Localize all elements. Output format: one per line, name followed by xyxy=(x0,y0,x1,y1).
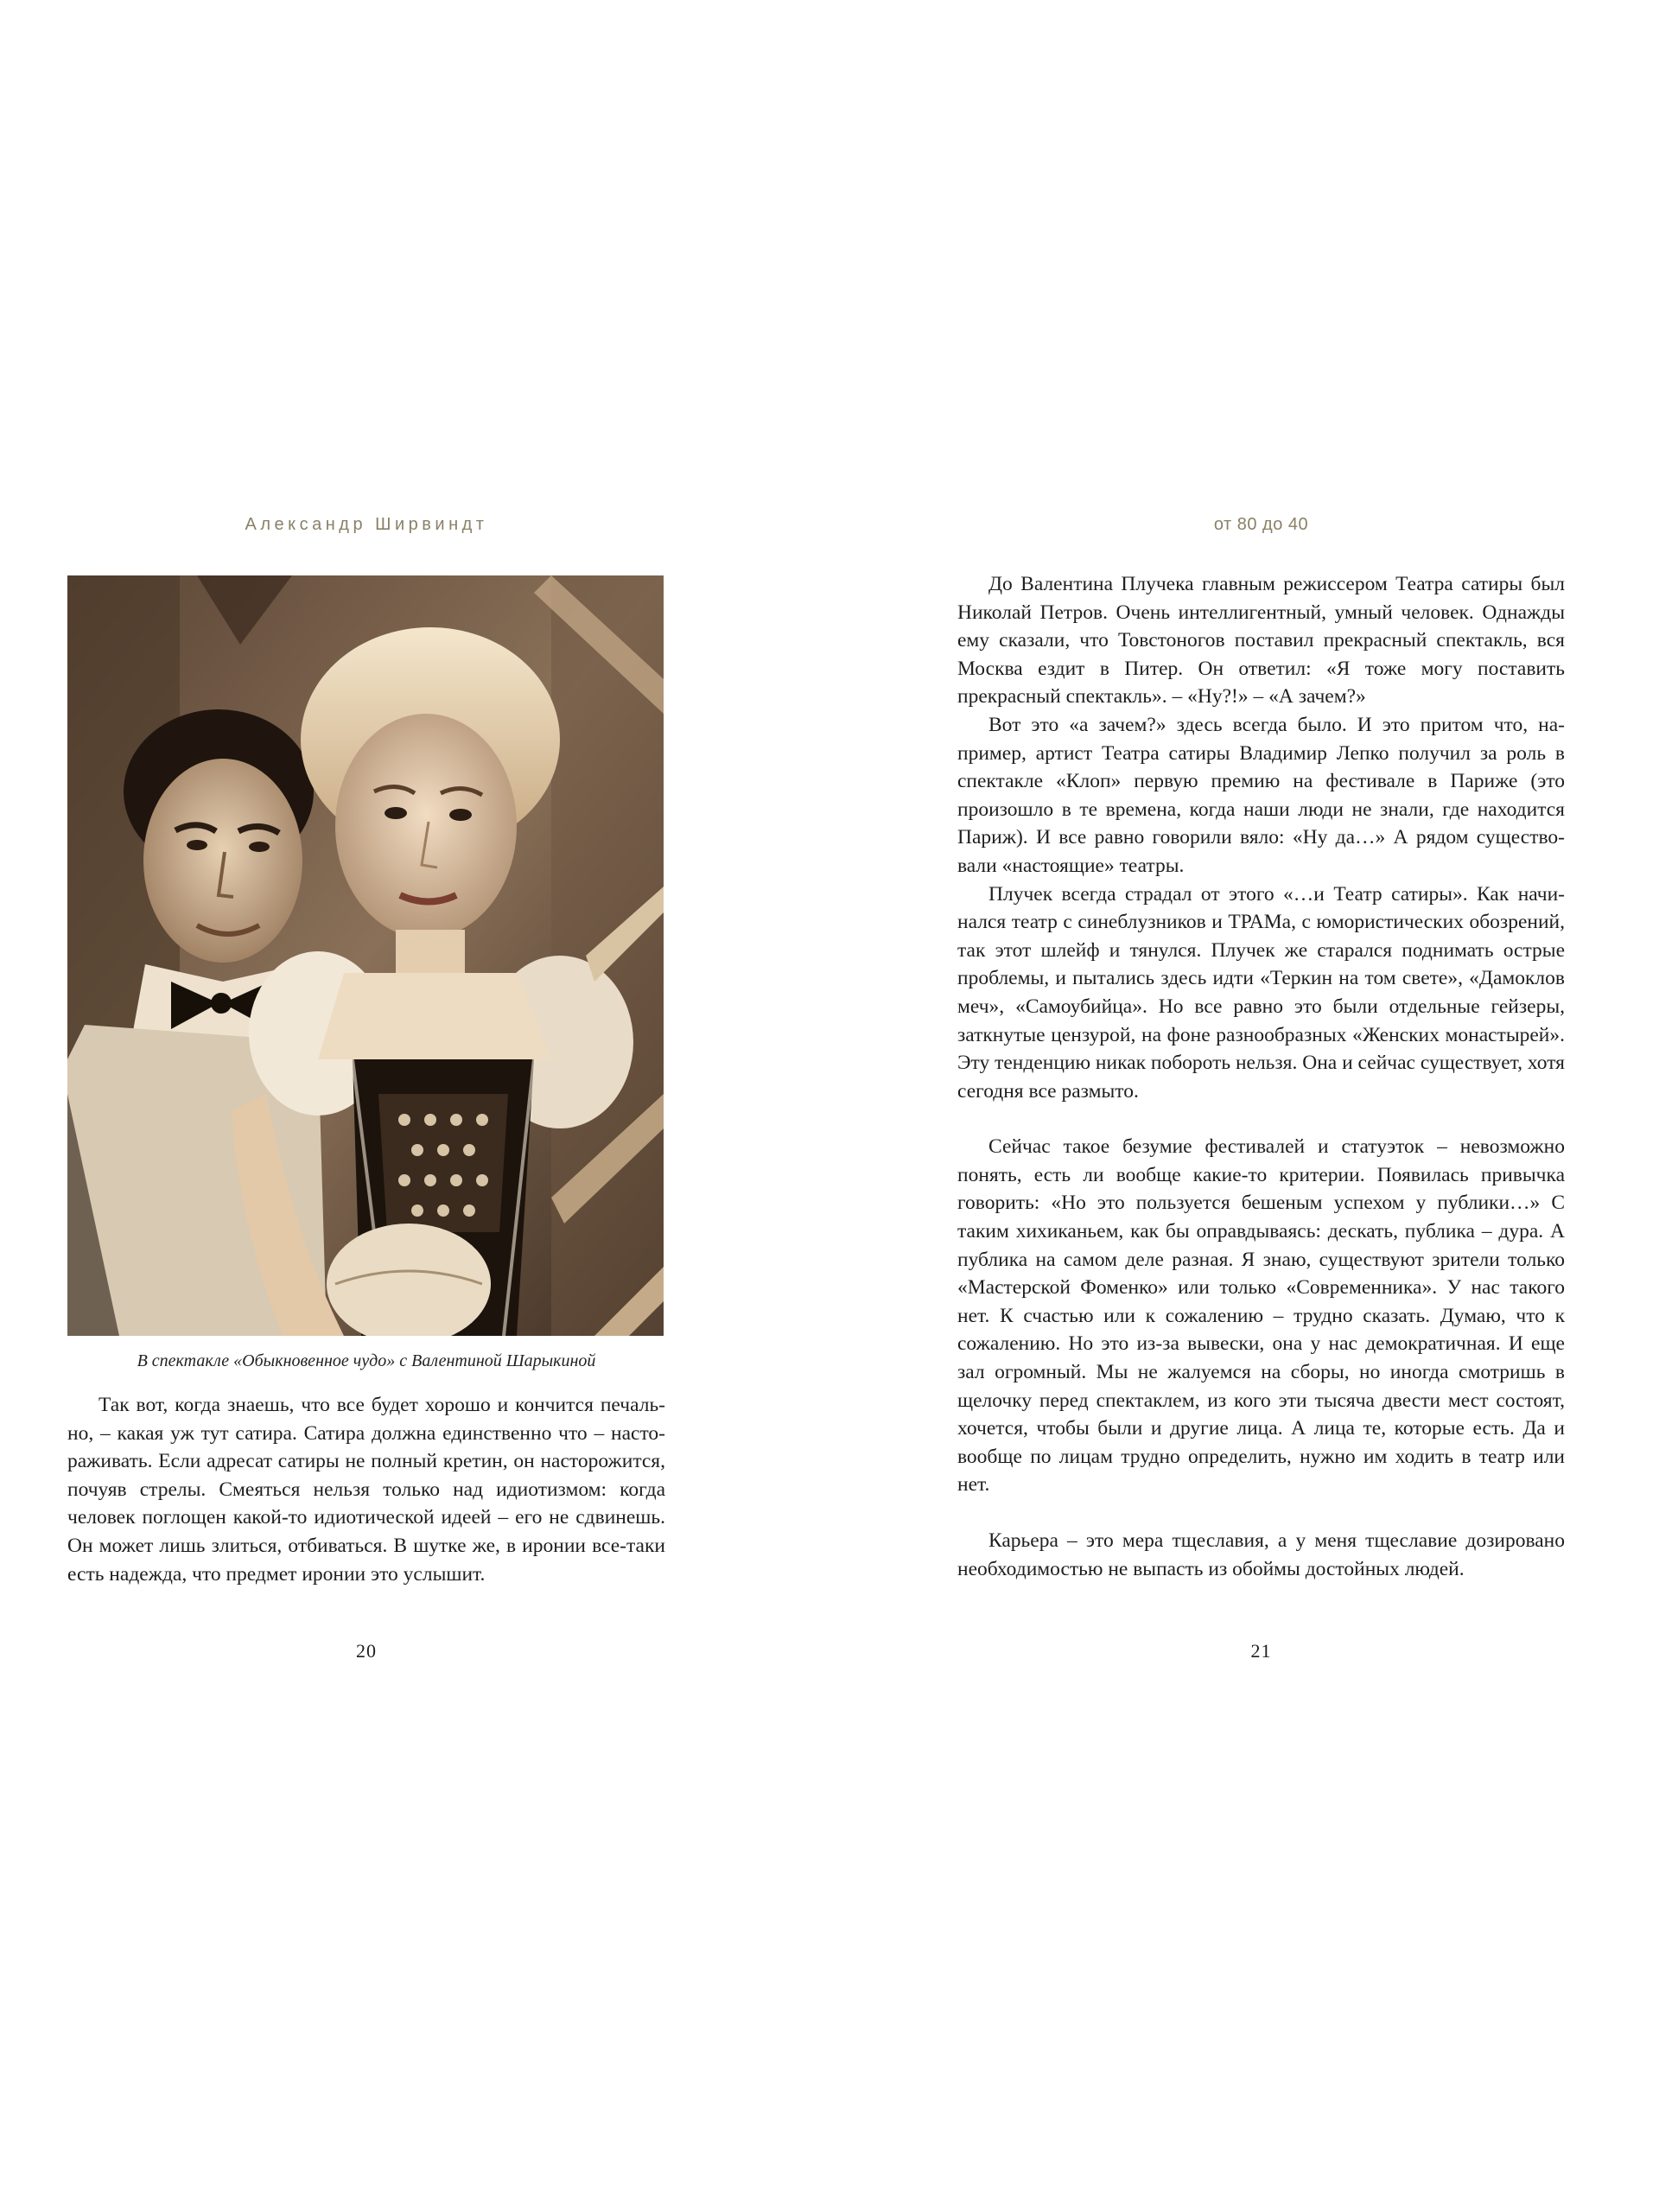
page-number-left: 20 xyxy=(356,1640,377,1662)
paragraph: До Валентина Плучека главным режиссером Театра сатиры был Николай Петров. Очень интеллигентный, умный человек. Однажды ему сказали, что Товстоногов поставил прекрасный спектакль, вся Москва ездит в Питер. Он ответил: «Я тоже могу поставить прекрасный спектакль». – «Ну?!» – «А зачем?» xyxy=(957,573,1565,709)
right-page xyxy=(957,0,1565,2212)
page-number-right: 21 xyxy=(1250,1640,1272,1662)
paragraph: Сейчас такое безумие фестивалей и статуэток – невозможно понять, есть ли вообще какие-то критерии. Появилась привычка говорить: «Но это пользуется бешеным успехом у публики…» С таким хихиканьем, как бы оправдываясь: дескать, публика – дура. А публика на самом деле разная. Я знаю, существуют зрители только «Мастерской Фоменко» или только «Современника». У нас такого нет. К счастью или к сожалению – трудно сказать. Думаю, что к сожалению. Но это из-за вывески, она у нас демократичная. И еще зал огромный. Мы не жалуемся на сборы, но иногда смотришь в щелочку перед спектаклем, из кого эти тысяча двести мест состоят, хочется, чтобы были и другие лица. А лица те, которые есть. Да и вообще по лицам трудно определить, нужно им ходить в театр или нет. xyxy=(957,1135,1565,1497)
sepia-photo-illustration xyxy=(67,575,664,1336)
section-break xyxy=(957,1499,1565,1527)
right-running-head: от 80 до 40 xyxy=(1213,515,1309,534)
paragraph: Вот это «а зачем?» здесь всегда было. И это притом что, например, артист Театра сатиры Владимир Лепко получил за роль в спектакле «Клоп» первую премию на фестивале в Париже (это произошло в те времена, когда наши люди не знали, где находится Париж). И все равно говорили вяло: «Ну да…» А рядом существовали «настоящие» театры. xyxy=(957,713,1565,877)
left-running-head: Александр Ширвиндт xyxy=(245,515,488,534)
right-body-text xyxy=(957,570,1565,1583)
theatre-photo xyxy=(67,575,664,1336)
section-break xyxy=(957,1105,1565,1133)
photo-caption: В спектакле «Обыкновенное чудо» с Валентиной Шарыкиной xyxy=(137,1351,596,1370)
paragraph: Плучек всегда страдал от этого «…и Театр сатиры». Как начинался театр с синеблузников и ТРАМа, с юмористических обозрений, так этот шлейф и тянулся. Плучек же старался поднимать острые проблемы, и пытались здесь идти «Теркин на том свете», «Дамоклов меч», «Самоубийца». Но все равно это были отдельные гейзеры, заткнутые цензурой, на фоне разнообразных «Женских монастырей». Эту тенденцию никак побороть нельзя. Она и сейчас существует, хотя сегодня все размыто. xyxy=(957,882,1565,1103)
left-body-text xyxy=(67,1391,665,1588)
paragraph: Так вот, когда знаешь, что все будет хорошо и кончится печально, – какая уж тут сатира. Сатира должна единственно что – настораживать. Если адресат сатиры не полный кретин, он насторожится, почуяв стрелы. Смеяться нельзя только над идиотизмом: когда человек поглощен какой-то идиотической идеей – его не сдвинешь. Он может лишь злиться, отбиваться. В шутке же, в иронии все-таки есть надежда, что предмет иронии это услышит. xyxy=(67,1394,665,1586)
paragraph: Карьера – это мера тщеславия, а у меня тщеславие дозировано необходимостью не выпасть из обоймы достойных людей. xyxy=(957,1529,1565,1580)
left-page xyxy=(67,0,665,2212)
